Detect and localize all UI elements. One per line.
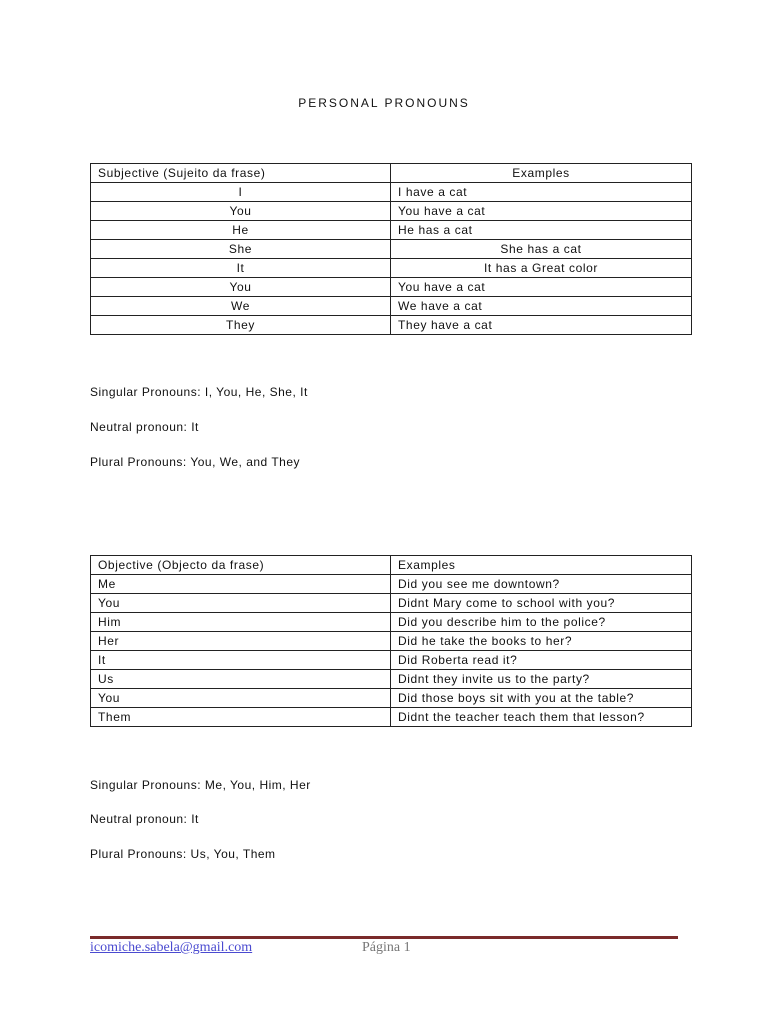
singular-pronouns-note: Singular Pronouns: I, You, He, She, It	[90, 385, 308, 399]
table-row	[91, 221, 692, 240]
pronoun-cell: You	[91, 689, 391, 708]
table-row	[91, 575, 692, 594]
table-row	[91, 278, 692, 297]
pronoun-cell: Us	[91, 670, 391, 689]
pronoun-cell: Her	[91, 632, 391, 651]
pronoun-cell: Me	[91, 575, 391, 594]
table-row	[91, 240, 692, 259]
pronoun-cell: You	[91, 594, 391, 613]
pronoun-cell: It	[91, 651, 391, 670]
example-cell: You have a cat	[391, 202, 692, 221]
page-title: PERSONAL PRONOUNS	[298, 96, 470, 110]
subjective-pronouns-table	[90, 163, 692, 335]
table-row	[91, 613, 692, 632]
table-header-cell: Examples	[391, 164, 692, 183]
pronoun-cell: You	[91, 278, 391, 297]
table-row	[91, 316, 692, 335]
example-cell: You have a cat	[391, 278, 692, 297]
pronoun-cell: We	[91, 297, 391, 316]
example-cell: Did he take the books to her?	[391, 632, 692, 651]
footer-email-link[interactable]: icomiche.sabela@gmail.com	[90, 940, 253, 955]
example-cell: Did Roberta read it?	[391, 651, 692, 670]
example-cell: Did you see me downtown?	[391, 575, 692, 594]
singular-pronouns-note: Singular Pronouns: Me, You, Him, Her	[90, 778, 311, 792]
table-header-row	[91, 556, 692, 575]
pronoun-cell: You	[91, 202, 391, 221]
page-number: Página 1	[362, 940, 411, 955]
table-row	[91, 670, 692, 689]
example-cell: Didnt they invite us to the party?	[391, 670, 692, 689]
table-row	[91, 183, 692, 202]
pronoun-cell: Them	[91, 708, 391, 727]
neutral-pronoun-note: Neutral pronoun: It	[90, 420, 199, 434]
table-header-cell: Objective (Objecto da frase)	[91, 556, 391, 575]
example-cell: Did you describe him to the police?	[391, 613, 692, 632]
plural-pronouns-note: Plural Pronouns: You, We, and They	[90, 455, 301, 469]
pronoun-cell: It	[91, 259, 391, 278]
plural-pronouns-note: Plural Pronouns: Us, You, Them	[90, 847, 276, 861]
example-cell: Didnt the teacher teach them that lesson?	[391, 708, 692, 727]
example-cell: Didnt Mary come to school with you?	[391, 594, 692, 613]
example-cell: She has a cat	[391, 240, 692, 259]
table-header-cell: Subjective (Sujeito da frase)	[91, 164, 391, 183]
objective-pronouns-table	[90, 555, 692, 727]
example-cell: Did those boys sit with you at the table?	[391, 689, 692, 708]
pronoun-cell: They	[91, 316, 391, 335]
example-cell: He has a cat	[391, 221, 692, 240]
example-cell: It has a Great color	[391, 259, 692, 278]
table-row	[91, 708, 692, 727]
table-row	[91, 594, 692, 613]
pronoun-cell: Him	[91, 613, 391, 632]
pronoun-cell: She	[91, 240, 391, 259]
table-row	[91, 259, 692, 278]
table-row	[91, 689, 692, 708]
example-cell: They have a cat	[391, 316, 692, 335]
table-row	[91, 651, 692, 670]
neutral-pronoun-note: Neutral pronoun: It	[90, 812, 199, 826]
table-row	[91, 202, 692, 221]
pronoun-cell: I	[91, 183, 391, 202]
table-row	[91, 297, 692, 316]
pronoun-cell: He	[91, 221, 391, 240]
example-cell: I have a cat	[391, 183, 692, 202]
footer-divider	[90, 936, 678, 939]
example-cell: We have a cat	[391, 297, 692, 316]
table-header-cell: Examples	[391, 556, 692, 575]
table-header-row	[91, 164, 692, 183]
table-row	[91, 632, 692, 651]
